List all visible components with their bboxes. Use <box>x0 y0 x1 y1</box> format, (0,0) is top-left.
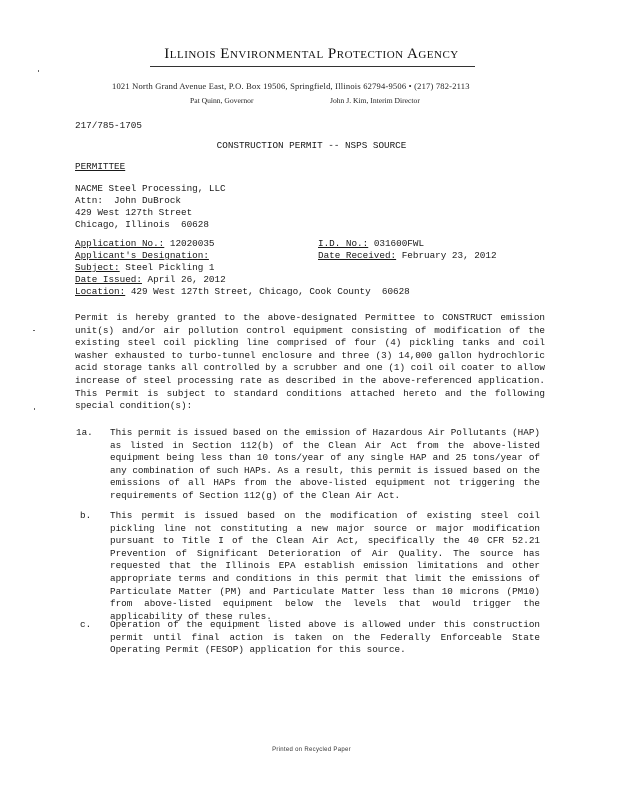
scan-mark <box>33 330 35 331</box>
condition-text: This permit is issued based on the modification of existing steel coil pickling line not constituting a new major source or major modification pursuant to Title I of the Clean Air Act, specifically the 40 CFR 52.21 Prevention of Significant Deterioration of Air Quality. The source has requested that the Illinois EPA establish emission limitations and other appropriate terms and conditions in this permit that limit the emissions of Particulate Matter (PM) and Particulate Matter less than 10 microns (PM10) from above-listed equipment below the levels that would trigger the applicability of these rules. <box>110 510 540 622</box>
application-row <box>75 238 215 251</box>
condition-label: c. <box>80 619 92 630</box>
application-number: 12020035 <box>169 238 215 249</box>
permittee-line: Chicago, Illinois 60628 <box>75 219 209 230</box>
location-row <box>75 286 410 299</box>
permit-intro-paragraph: Permit is hereby granted to the above-designated Permittee to CONSTRUCT emission unit(s) and/or air pollution control equipment consisting of modification of the existing steel coil pickling line comprised of four (4) pickling tanks and coil washer exhausted to turbo-tunnel enclosure and three (3) 14,000 gallon hydrochloric acid storage tanks all controlled by a scrubber and one (1) coil oil coater to allow increase of steel processing rate as described in the above-referenced application. This Permit is subject to standard conditions attached hereto and the following special condition(s): <box>75 312 545 412</box>
permittee-line: 429 West 127th Street <box>75 207 193 218</box>
phone-number: 217/785-1705 <box>75 120 142 131</box>
governor-name: Pat Quinn, Governor <box>190 96 254 105</box>
date-issued-value: April 26, 2012 <box>147 274 226 285</box>
condition-text: This permit is issued based on the emission of Hazardous Air Pollutants (HAP) as listed in Section 112(b) of the Clean Air Act from the above-listed equipment being less than 10 tons/year of any single HAP and 25 tons/year of any combination of such HAPs. As a result, this permit is issued based on the emissions of all HAPs from the above-listed equipment not triggering the requirements of Section 112(g) of the Clean Air Act. <box>110 427 540 501</box>
id-label: I.D. No.: <box>318 238 369 249</box>
recycled-paper-footer: Printed on Recycled Paper <box>272 747 351 753</box>
letterhead-rule <box>150 66 475 67</box>
date-received-value: February 23, 2012 <box>401 250 497 261</box>
permittee-heading: PERMITTEE <box>75 161 126 172</box>
scan-mark <box>34 408 35 410</box>
permittee-line: NACME Steel Processing, LLC <box>75 183 226 194</box>
permittee-line: Attn: John DuBrock <box>75 195 182 206</box>
application-label: Application No.: <box>75 238 165 249</box>
subject-row <box>75 262 215 275</box>
id-number: 031600FWL <box>373 238 425 249</box>
agency-address: 1021 North Grand Avenue East, P.O. Box 19506, Springfield, Illinois 62794-9506 • (217) 782-2113 <box>112 81 470 91</box>
location-value: 429 West 127th Street, Chicago, Cook County 60628 <box>130 286 410 297</box>
subject-value: Steel Pickling 1 <box>125 262 215 273</box>
condition-label: b. <box>80 510 92 521</box>
condition-text: Operation of the equipment listed above is allowed under this construction permit until final action is taken on the Federally Enforceable State Operating Permit (FESOP) application for this source. <box>110 619 540 656</box>
date-issued-label: Date Issued: <box>75 274 142 285</box>
designation-label: Applicant's Designation: <box>75 250 209 261</box>
date-received-label: Date Received: <box>318 250 397 261</box>
id-row <box>318 238 424 251</box>
document-title: CONSTRUCTION PERMIT -- NSPS SOURCE <box>216 140 407 151</box>
condition-label: 1a. <box>76 427 93 438</box>
subject-label: Subject: <box>75 262 120 273</box>
date-received-row <box>318 250 497 263</box>
date-issued-row <box>75 274 226 287</box>
scan-mark <box>38 70 39 72</box>
director-name: John J. Kim, Interim Director <box>330 96 420 105</box>
agency-name: Illinois Environmental Protection Agency <box>164 46 459 62</box>
location-label: Location: <box>75 286 126 297</box>
